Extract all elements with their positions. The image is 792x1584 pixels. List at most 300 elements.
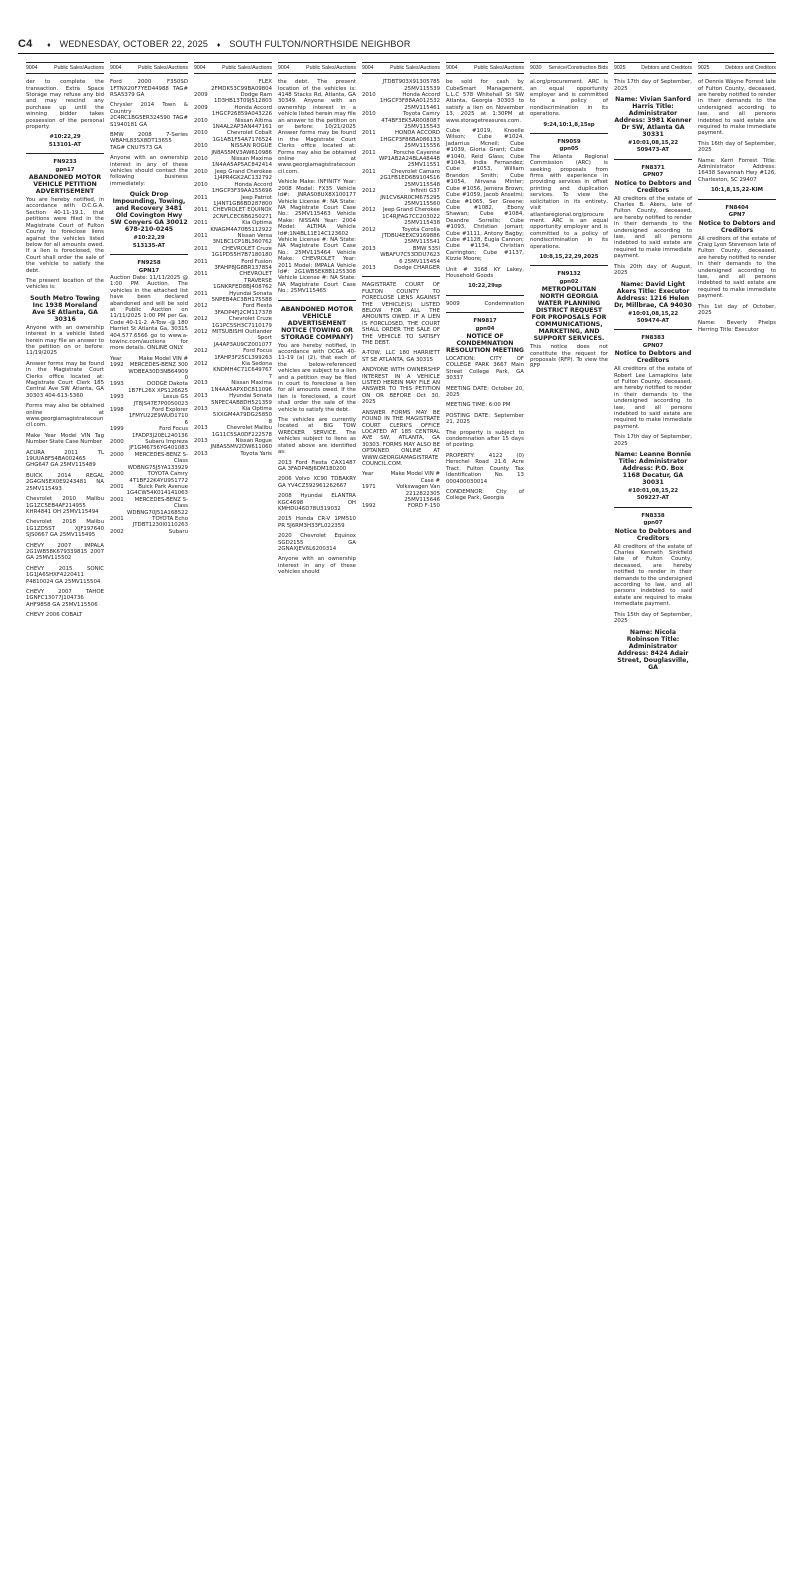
classified-column (530, 62, 608, 673)
notice-paragraph: Name: Beverly Phelps Herring Title: Executor (698, 320, 776, 333)
listing-text: DODGE Dakota 1B7FL26X XPS126625 (128, 381, 188, 394)
category-code: 9025 (614, 65, 626, 71)
listing-text: MERCEDES-BENZ S-Class WDBNG75J5YA133929 (127, 451, 188, 471)
notice-reference: FN9817 (473, 318, 497, 325)
listing-text: Kia Optima KNAGM4A70B5112922 (210, 220, 272, 233)
listing-text: FLEX 2FMDK53C99BA09804 (211, 79, 272, 92)
listing-text: Make Model VIN # (138, 355, 188, 362)
listing-text: Subaru Impreza JF1GM6756YG401083 (129, 439, 188, 452)
listing-year: 2010 (194, 156, 208, 163)
notice-paragraph: Answer forms may be found in the Magistrate Court Clerks office located at: Magistrate Court Clerk 185 Central Ave SW Atlanta, GA 30303 404-613-5360 (26, 360, 104, 399)
listing-text: Subaru (168, 528, 188, 535)
notice-paragraph: Chevrolet 2018 Malibu 1G1ZD5ST XJF197640 SJS0667 GA 25MV115495 (26, 519, 104, 539)
listing-row (446, 301, 524, 307)
column-header (26, 62, 104, 74)
listing-row (194, 361, 272, 380)
listing-row (194, 406, 272, 425)
listing-year: 1993 (110, 394, 124, 401)
category-name: Debtors and Creditors (641, 65, 692, 71)
category-code: 9004 (446, 65, 458, 71)
notice-reference: GPN07 (642, 172, 664, 179)
listing-row (194, 259, 272, 272)
notice-paragraph: ANSWER FORMS MAY BE FOUND IN THE MAGISTRATE COURT CLERK'S OFFICE LOCATED AT 185 CENTRAL AVE SW, ATLANTA, GA 30303. FORMS MAY ALSO BE OPTAINED ONLINE AT WWW.GEORGIAMAGISTRATECOUNCIL.COM. (362, 409, 440, 467)
listing-year: 2000 (110, 439, 124, 446)
listing-row (362, 227, 440, 246)
listing-text: Nissan Maxima 1N4AA5AP5AC842414 (211, 156, 272, 169)
notice-heading: Name: Leanne Bonnie Title: Administrator Address: P.O. Box 1168 Decatur, GA 30031 (614, 451, 692, 487)
classified-column (362, 62, 440, 673)
listing-row (362, 471, 440, 484)
listing-text: MERCEDES-BENZ S-Class WDBNG70J51A168522 (127, 496, 188, 516)
listing-text: CHEVROLET EQUINOX 2CNFLCEC6B6250271 (212, 207, 272, 220)
listing-year: 2010 (194, 168, 208, 175)
classified-column (614, 62, 692, 673)
listing-year: 2011 (194, 194, 208, 201)
notice-paragraph: Forms may also be obtained online at www.georgiamagistratecouncil.com. (26, 403, 104, 429)
column-header (446, 62, 524, 74)
listing-text: Chevrolet Cruze 1G1PC5SH3C7110179 (211, 316, 272, 329)
category-name: Public Sales/Auctions (138, 65, 188, 71)
listing-year: 2010 (194, 130, 208, 137)
listing-year (194, 79, 208, 92)
notice-paragraph: A-TOW, LLC 180 HARRIETT ST SE ATLANTA, GA 30315 (362, 350, 440, 363)
listing-row (194, 195, 272, 208)
listing-year: 1999 (110, 426, 124, 433)
notice-reference: gpn04 (475, 325, 495, 332)
divider (278, 300, 356, 301)
listing-text: Jeep Grand Cherokee 1C4RJFAG7CC203022 25MV115438 (382, 207, 440, 227)
listing-text: Dodge Ram 1D3HB13T09J512803 (214, 92, 272, 105)
notice-reference: 513101-AT (48, 141, 82, 148)
listing-text: Make Model VIN # Case # (390, 471, 440, 484)
listing-year: 2010 (194, 117, 208, 124)
notice-paragraph: CHEVY 2015 SONIC 1G1JA6SHXF4220411 P4810024 GA 25MV115504 (26, 565, 104, 585)
notice-paragraph: ANDYONE WITH OWNERSHIP INTEREST IN A VEHICLE LISTED HEREIN MAY FILE AN ANSWER TO THIS PETITION ON OR BEFORE Oct 30, 2025 (362, 367, 440, 406)
notice-paragraph: al.org/procurement. ARC is an equal opportunity employer and is committed to a policy of nondiscrimination in its operations. (530, 79, 608, 118)
category-name: Debtors and Creditors (725, 65, 776, 71)
category-name: Public Sales/Auctions (222, 65, 272, 71)
page-number: C4 (18, 38, 33, 50)
listing-year: 2012 (194, 348, 208, 355)
listing-row (110, 394, 188, 407)
listing-year: 1971 (362, 484, 376, 491)
listing-text: Lexus GS JT8JS47E7P0050023 (133, 394, 188, 407)
listing-text: Chevrolet Cobalt 1G1AB1F54A7176524 (212, 130, 272, 143)
notice-paragraph: 2008 Hyundai ELANTRA KGC4698 OH KMHDU46D78U319032 (278, 493, 356, 512)
notice-heading: METROPOLITAN NORTH GEORGIA WATER PLANNING DISTRICT REQUEST FOR PROPOSALS FOR COMMUNICATIONS, MARKETING, AND SUPPORT SERVICES. (531, 286, 607, 343)
notice-paragraph: the debt. The present location of the vehicles is: 4148 Stacks Rd, Atlanta, GA 30349. Anyone with an ownership interest in a vehicle listed herein may file an answer to the petition on or before: 10/21/2025 Answer forms may be found in the Magistrate Court Clerks office located at: Forms may also be obtained online at www.georgiamagistratecouncil.com. (278, 79, 356, 175)
notice-paragraph: This 20th day of August, 2025 (614, 263, 692, 277)
notice-paragraph: This 16th day of September, 2025 (698, 140, 776, 154)
listing-row (194, 438, 272, 451)
listing-year (362, 79, 376, 92)
notice-paragraph: All creditors of the estate of Charles B. Akers, late of Fulton County, deceased, are hereby notified to render in their demands to the undersigned according to law, and all persons indebted to said estate are required to make immediate payment. (614, 195, 692, 260)
listing-year: 2012 (194, 316, 208, 323)
listing-year: 2012 (362, 207, 376, 214)
listing-text: Honda Accord 1HGCP26859A043226 (211, 104, 272, 118)
listing-row (362, 503, 440, 509)
notice-paragraph: This 17th day of September, 2025 (614, 434, 692, 447)
listing-text: Buick Park Avenue 1G4CW54K014141063 (126, 483, 188, 497)
notice-heading: Notice to Debtors and Creditors (614, 350, 692, 365)
classified-column (26, 62, 104, 673)
listing-text: Toyota Corolla JTDBU4EEXC9169886 25MV115541 (382, 226, 440, 246)
listing-year: 2002 (110, 528, 124, 535)
diamond-separator-icon: ♦ (47, 42, 51, 49)
divider (614, 329, 692, 330)
listing-text: NISSAN ROGUE JN8AS5MV3AW610986 (211, 143, 272, 156)
listing-year: 2001 (110, 496, 124, 503)
column-header (362, 62, 440, 74)
notice-paragraph: Chrysler 2014 Town & Country 2C4RC1BG5ER324590 TAG# S1940181 GA (110, 102, 188, 128)
listing-row (194, 291, 272, 304)
listing-year: 2012 (194, 303, 208, 310)
listing-row (362, 169, 440, 188)
listing-year: 2013 (194, 405, 208, 412)
notice-paragraph: CHEVY 2007 TAHOE 1GNFC13077J104736 AHF9858 GA 25MV115506 (26, 588, 104, 608)
listing-row (194, 79, 272, 92)
notice-paragraph: POSTING DATE: September 21, 2025 (446, 412, 524, 426)
listing-text: Kia Sedona KNDMH4C71C6497677 (213, 361, 272, 380)
diamond-separator-icon: ♦ (216, 42, 221, 49)
column-header (698, 62, 776, 74)
listing-row (362, 130, 440, 149)
divider (530, 265, 608, 266)
listing-row (362, 246, 440, 265)
listing-text: HONDA ACCORD 1HGCP3F86BA086133 25MV115556 (379, 130, 440, 150)
notice-paragraph: This notice does not constitute the request for proposals (RFP). To view the RFP (530, 344, 608, 370)
listing-year: 2013 (362, 264, 376, 271)
category-code: 9004 (110, 65, 122, 71)
listing-row (110, 484, 188, 497)
listing-year: 2010 (362, 92, 376, 99)
listing-row (110, 439, 188, 452)
notice-reference: FN8371 (641, 164, 665, 171)
listing-text: Chevrolet Camaro 2G1FB1ED6B9104516 25MV115548 (380, 168, 440, 188)
issue-date: WEDNESDAY, OCTOBER 22, 2025 (59, 39, 209, 49)
listing-text: BMW 535I WBAFU7C53DDU76236 25MV115454 (380, 245, 440, 265)
category-code: 9004 (362, 65, 374, 71)
notice-paragraph: BMW 2008 7-Series WBAHL83SX8DT13655 TAG# CNU7573 GA (110, 132, 188, 151)
listing-text: Chevrolet Malibu 1G11C5SA0DF222578 (211, 425, 272, 438)
divider (110, 254, 188, 255)
listing-row (194, 105, 272, 118)
listing-year: 1992 (110, 362, 124, 369)
notice-paragraph: Unit # 3168 KY Lakey, Household Goods (446, 266, 524, 279)
notice-reference: 509473-AT (636, 147, 670, 154)
notice-heading: Notice to Debtors and Creditors (614, 179, 692, 194)
listing-year: 1993 (110, 381, 124, 388)
listing-year: 2012 (194, 361, 208, 368)
category-code: 9025 (698, 65, 710, 71)
listing-text: CHEVROLET TRAVERSE 1GNKRFED8BJ408762 (213, 271, 272, 291)
listing-year: 2011 (194, 271, 208, 278)
notice-paragraph: Make Year Model VIN Tag Number State Case Number (26, 432, 104, 446)
notice-paragraph: Vehicle Make: INFINITY Year: 2008 Model: FX35 Vehicle Id#: JNRAS08UX8X100177 Vehicle License #: NA State: NA Magistrate Court Case No.: 25MV115463 Vehicle Make: NISSAN Year: 2004 Model: ALTIMA Vehicle Id#:1N4BL11E14C123602 Vehicle License #: NA State: NA Magistrate Court Case No.: 25MV115464 Vehicle Make: CHEVROLET Year: 2011 Model: IMPALA Vehicle Id#: 2G1WB5EK8B1255308 Vehicle License #: NA State: NA Magistrate Court Case No.: 25MV115465 (278, 179, 356, 295)
notice-paragraph: CONDEMNOR: City of College Park, Georgia (446, 488, 524, 502)
listing-text: Honda Accord 1HGCP3F39AA155696 (211, 181, 272, 195)
column-header (530, 62, 608, 74)
column-header (614, 62, 692, 74)
listing-text: JTDBT903X91305785 25MV115539 (382, 79, 440, 92)
listing-text: Dodge CHARGER (394, 264, 440, 271)
divider (446, 295, 524, 296)
listing-year: 2010 (194, 181, 208, 188)
listing-row (194, 451, 272, 457)
listing-row (362, 265, 440, 271)
notice-paragraph: Ford 2000 F350SD 1FTNX20F7YED44988 TAG# RSA5379 GA (110, 79, 188, 99)
notice-paragraph: All creditors of the estate of Robert Lee Lamapkins late of Fulton County, deceased, are hereby notified to render in their demands to the undersigned according to law, and all persons indebted to said estate are required to make immediate payment. (614, 366, 692, 430)
listing-row (362, 188, 440, 207)
listing-text: Porsche Cayenne WP1AB2A24BLA48448 25MV11551 (378, 149, 440, 169)
notice-paragraph: CHEVY 2007 IMPALA 2G1WB58K679339815 2007 GA 25MV115502 (26, 542, 104, 562)
listing-year: 2011 (194, 245, 208, 252)
notice-heading: Name: Vivian Sanford Harris Title: Administrator Address: 3981 Kenner Dr SW, Atlanta GA 30331 (614, 96, 692, 139)
category-code: 9004 (26, 65, 38, 71)
listing-year: 2010 (194, 143, 208, 150)
notice-paragraph: 2006 Volvo XC90 TDBAKRY GA YV4CZ592961262667 (278, 476, 356, 489)
listing-row (110, 497, 188, 516)
listing-text: Hyundai Sonata 5NPEC4AB8DH521359 (211, 393, 272, 406)
listing-year: 2012 (362, 188, 376, 195)
listing-year: 2013 (194, 393, 208, 400)
listing-year: 2009 (194, 104, 208, 111)
notice-reference: FN8383 (641, 335, 665, 342)
listing-text: Hyundai Sonata 5NPEB4AC3BH175588 (211, 290, 272, 304)
divider (26, 153, 104, 154)
listing-year: 2013 (194, 380, 208, 387)
notice-reference: 10:22,29sp (468, 283, 502, 290)
listing-row (110, 426, 188, 439)
listing-row (362, 79, 440, 92)
listing-year: 2001 (110, 515, 124, 522)
notice-reference: FN9059 (557, 139, 581, 146)
notice-paragraph: 2020 Chevrolet Equinox SGD2155 GA 2GNAXJEV6L6200314 (278, 533, 356, 552)
listing-text: Infiniti G37 JN1CV6AR0CM675295 25MV115560 (380, 188, 440, 207)
notice-reference: #10:01,08,15,22 (627, 310, 679, 317)
notice-reference: FN8338 (641, 512, 665, 519)
listing-row (194, 246, 272, 259)
listing-text: Nissan Altima 1N4AL2AP3AN447161 (212, 117, 272, 131)
notice-paragraph: ACURA 2011 TL 19UUA8F54BA002465 GHG647 GA 25MV115489 (26, 449, 104, 469)
divider (698, 199, 776, 200)
listing-text: Jeep Patriot 1J4NT1GB6BD287800 (213, 194, 272, 207)
listing-text: Ford Focus 1FADP3J20EL240136 (132, 426, 188, 439)
listing-year: 2000 (110, 471, 124, 478)
classifieds-columns (26, 62, 776, 673)
classified-column (698, 62, 776, 673)
notice-paragraph: Anyone with an ownership interest in any of these vehicles should contact the following business immediately: (110, 155, 188, 187)
listing-row (110, 452, 188, 471)
notice-reference: FN9132 (557, 271, 581, 278)
notice-paragraph: All creditors of the estate of Charles Kenneth Sinkfield late of Fulton County, deceased, are hereby notified to render in their demands to the undersigned according to law, and all persons indebted to said estate are required to make immediate payment. (614, 543, 693, 608)
category-name: Public Sales/Auctions (390, 65, 440, 71)
notice-paragraph: der to complete the transaction. Extra Space Storage may refuse any bid and may rescind any purchase up until the winning bidder takes possession of the personal property. (26, 79, 104, 131)
notice-heading: ABANDONED MOTOR VEHICLE ADVERTISEMENT NOTICE (TOWING OR STORAGE COMPANY) (280, 305, 354, 341)
listing-year: 2011 (362, 168, 376, 175)
listing-text: Nissan Maxima 1N4AA5APXDC811096 (211, 380, 272, 393)
listing-text: Nissan Rogue JN8AS5MV2DW611060 (210, 437, 272, 451)
listing-row (194, 303, 272, 316)
notice-paragraph: Cube #1019, Knoelle Wilson; Cube #1024, Jadarrius Mcneil; Cube #1039, Gloria Grant; Cube #1040, Reid Glass; Cube #1043, India Fernandez; Cube #1053, William Brandon Smith; Cube #1054, Nirvana Minter; Cube #1056, Jemera Brown; Cube #1059, Jacob Anselmi; Cube #1065, Ser Greene; Cube #1082, Ebony Shawan; Cube #1084, Deandre Sorrells; Cube #1093, Christian Jomari; Cube #1111, Antony Bagby; Cube #1128, Eugia Cannon; Cube #1134, Christian Carrington; Cube #1137, Kizzie Moore; (446, 128, 524, 263)
category-name: Service/Construction Bids (548, 65, 608, 71)
listing-row (362, 207, 440, 226)
listing-year: 2011 (194, 232, 208, 239)
listing-row (194, 329, 272, 348)
notice-reference: gpn17 (55, 166, 75, 173)
listing-text: Condemnation (484, 300, 524, 307)
listing-row (194, 271, 272, 290)
notice-paragraph: Anyone with an ownership interest in any of these vehicles should (278, 556, 356, 576)
listing-year: 2012 (194, 329, 208, 336)
listing-text: Honda Accord 1HGCP3F88AA012532 25MV115461 (379, 92, 440, 111)
notice-reference: 509474-AT (636, 317, 670, 324)
listing-text: Toyota Camry 4T4BF3EK5AR008087 25MV115543 (381, 111, 440, 131)
listing-year: 2013 (194, 450, 208, 457)
listing-row (194, 233, 272, 246)
notice-reference: GPN07 (642, 342, 664, 349)
notice-paragraph: MAGISTRATE COURT OF FULTON COUNTY TO FORECLOSE LIENS AGAINST THE VEHICLE(S) LISTED BELOW FOR ALL THE AMOUNTS OWED. IF A LIEN IS FORCLOSED, THE COURT SHALL ORDER THE SALE OF THE VEHICLE TO SATISFY THE DEBT. (362, 282, 440, 347)
notice-paragraph: Auction Date: 11/11/2025 @ 1:00 PM Auction. The vehicles in the attached list have been declared abandoned and will be sold at Public Auction on 11/11/2025 1:00 PM per Ga. Code 40-11-2. A-Tow -@ 180 Harriet St Atlanta Ga, 30315 404.577.6566 go to www.a-towinc.com/auctions for more details. ONLINE ONLY. (110, 274, 188, 352)
listing-row (110, 407, 188, 426)
listing-row (194, 393, 272, 406)
listing-text: Nissan Versa 3N1BC1CP1BL360762 (212, 232, 272, 246)
notice-paragraph: MEETING TIME: 6:00 PM (446, 402, 511, 409)
notice-paragraph: LOCATION: CITY OF COLLEGE PARK 3667 Main Street College Park, GA 30337 (446, 356, 524, 382)
listing-year: 2009 (194, 92, 208, 99)
notice-heading: Notice to Debtors and Creditors (614, 527, 692, 542)
category-name: Public Sales/Auctions (54, 65, 104, 71)
notice-reference: 10:8,15,22,29,2025 (539, 253, 599, 260)
notice-paragraph: of Dennis Wayne Forrest late of Fulton County, deceased, are hereby notified to render in their demands to the undersigned according to law, and all persons indebted to said estate are required to make immediate payment. (698, 79, 776, 137)
notice-reference: 513135-AT (132, 242, 166, 249)
notice-paragraph: CHEVY 2006 COBALT (26, 612, 83, 619)
column-header (194, 62, 272, 74)
listing-year: 1992 (362, 503, 376, 510)
listing-row (194, 143, 272, 156)
notice-reference: FN9258 (137, 260, 161, 267)
listing-text: CHEVROLET Cruze 1G1PD55H7B7180180 (211, 245, 272, 259)
listing-row (194, 118, 272, 131)
listing-row (362, 150, 440, 169)
notice-heading: Notice to Debtors and Creditors (698, 219, 776, 234)
notice-reference: FN8404 (725, 204, 749, 211)
divider (614, 159, 692, 160)
notice-paragraph: 2015 Honda CR-V 1PM510 PR 5J6RM3H33FL022359 (278, 516, 356, 529)
listing-text: FORD F-150 (407, 503, 440, 510)
listing-year: 2011 (194, 207, 208, 214)
listing-year: 2011 (194, 220, 208, 227)
listing-text: TOYOTA Camry 4T1BF22K4YU951772 (129, 471, 188, 484)
listing-row (194, 348, 272, 361)
category-name: Public Sales/Auctions (306, 65, 356, 71)
listing-text: Ford Fiesta 3FADP4FJ2CM117378 (214, 303, 272, 316)
notice-paragraph: You are hereby notified, in accordance with OCGA 40-11-19 (a) (2), that each of the below-referenced vehicles are subject to a lien and a petition may be filed in court to foreclose a lien for all amounts owed. If the lien is foreclosed, a court shall order the sale of the vehicle to satisfy the debt. (278, 342, 356, 413)
notice-paragraph: be sold for cash by CubeSmart Management, L.L.C 578 Whitehall St SW Atlanta, Georgia 30303 to satisfy a lien on November 13, 2025 at 1:30PM at www.storagetreasures.com. (446, 79, 524, 124)
listing-year: 9009 (446, 300, 460, 307)
listing-year: 2013 (362, 245, 376, 252)
listing-year: Year (362, 471, 374, 478)
classified-column (194, 62, 272, 673)
listing-row (194, 92, 272, 105)
listing-row (194, 220, 272, 233)
notice-reference: gpn07 (643, 520, 663, 527)
listing-year: 2012 (362, 226, 376, 233)
listing-row (110, 529, 188, 535)
listing-year: 2013 (194, 425, 208, 432)
listing-row (194, 169, 272, 182)
listing-year: 2010 (362, 111, 376, 118)
listing-text: Ford Explorer 1FMYU22E9WUD17106 (128, 407, 188, 426)
notice-paragraph: PROPERTY: 4122 (0) Herschel Road 21.6 Acre Tract. Fulton County Tax Identification No. 13 000400030014 (446, 452, 524, 485)
notice-heading: ABANDONED MOTOR VEHICLE PETITION ADVERTISEMENT (28, 174, 102, 196)
category-code: 9004 (194, 65, 206, 71)
notice-reference: gpn05 (559, 146, 579, 153)
classified-column (446, 62, 524, 673)
notice-paragraph: You are hereby notified, in accordance with O.C.G.A. Section 40-11-19.1, that petitions were filed in the Magistrate Court of Fulton County to foreclose liens against the vehicles listed below for all amounts owed. If a lien is foreclosed, the Court shall order the sale of the vehicle to satisfy the debt. (26, 197, 104, 274)
notice-reference: gpn02 (559, 278, 579, 285)
listing-row (194, 425, 272, 438)
listing-year: 2000 (110, 451, 124, 458)
publication-name: SOUTH FULTON/NORTHSIDE NEIGHBOR (229, 39, 411, 49)
listing-row (194, 207, 272, 220)
notice-paragraph: This 1st day of October, 2025 (698, 303, 776, 316)
listing-row (110, 362, 188, 381)
listing-row (110, 516, 188, 529)
listing-row (362, 484, 440, 503)
notice-paragraph: The property is subject to condemnation after 15 days of posting. (446, 429, 524, 449)
listing-year: 2001 (110, 483, 124, 490)
notice-reference: #10:01,08,15,22 (627, 488, 679, 495)
notice-heading: Name: David Light Akers Title: Executor Address: 1216 Helen Dr, Millbrae, CA 94030 (614, 280, 692, 309)
notice-reference: GPN7 (728, 212, 746, 219)
divider (446, 312, 524, 313)
category-name: Public Sales/Auctions (474, 65, 524, 71)
notice-reference: #10:01,08,15,22 (627, 140, 679, 147)
divider (362, 276, 440, 277)
notice-reference: 10:1,8,15,22-KIM (710, 187, 764, 194)
classified-column (110, 62, 188, 673)
listing-row (194, 182, 272, 195)
notice-heading: Quick Drop Impounding, Towing, and Recovery 3481 Old Covington Hwy SW Conyers GA 30012 678-210-0245 (110, 191, 188, 234)
listing-year: 2011 (362, 149, 376, 156)
listing-text: MITSUBISHI Outlander Sport JA4AP3AU9CZ001077 (212, 329, 272, 348)
category-code: 9030 (530, 65, 542, 71)
notice-paragraph: The vehicles are currently located at BIG TOW WRECKER SERVICE. The vehicles subject to liens as stated above are identified as: (278, 417, 356, 456)
listing-year: 1998 (110, 407, 124, 414)
listing-year: 2011 (362, 130, 376, 137)
listing-year: Year (110, 355, 122, 362)
listing-row (362, 92, 440, 111)
column-header (110, 62, 188, 74)
notice-paragraph: Anyone with an ownership interest in a vehicle listed herein may file an answer to the petition on or before: 11/19/2025 (26, 324, 104, 357)
listing-text: Ford Fusion 3FAHP8JG8BR137854 (214, 258, 272, 271)
listing-text: Volkswagen Van 2212822305 25MV115646 (396, 484, 440, 503)
listing-text: TOYOTA Echo JTDBT1230I0110263 (132, 515, 188, 529)
listing-row (110, 471, 188, 484)
classified-column (278, 62, 356, 673)
divider (530, 133, 608, 134)
column-header (278, 62, 356, 74)
listing-year: 2011 (194, 290, 208, 297)
notice-heading: NOTICE OF CONDEMNATION RESOLUTION MEETING (446, 333, 524, 355)
listing-text: MERCEDES-BENZ 300 WDBEA30D3NB649090 (128, 362, 188, 382)
notice-paragraph: This 17th day of September, 2025 (614, 79, 692, 92)
listing-year: 2011 (194, 258, 208, 265)
listing-text: Kia Optima 5XXGM4A79DG258508 (212, 405, 272, 425)
listing-text: Ford Focus 1FAHP3F25CL399263 (214, 348, 272, 361)
notice-paragraph: Name: Kerri Forrest Title: Administrator Address: 16438 Savannah Hwy #126, Charleston, SC 29407 (698, 157, 776, 183)
